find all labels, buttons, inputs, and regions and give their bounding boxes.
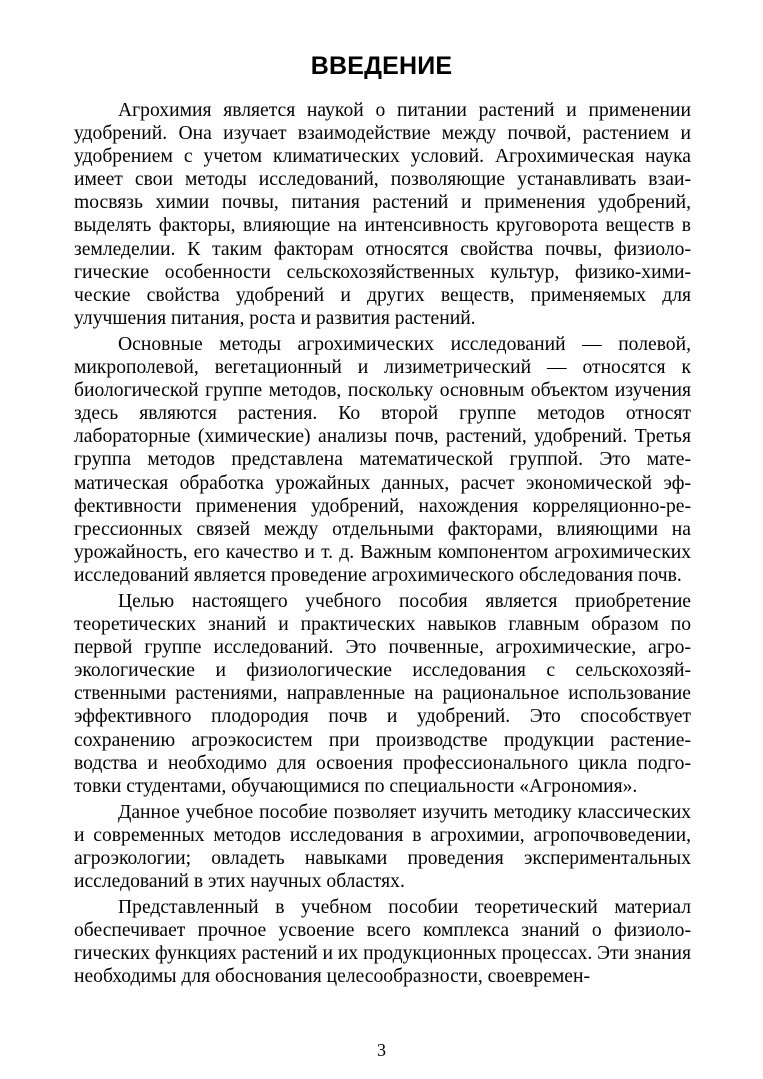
paragraph-5: Представленный в учебном пособии теоретический материал обеспечивает прочное усвоение всего комплекса знаний о физиологических функциях растений и их продукционных процессах. Эти знания необходимы для обоснования целесообразности, своевремен- bbox=[74, 897, 691, 988]
paragraph-1: Агрохимия является наукой о питании растений и применении удобрений. Она изучает взаимодействие между почвой, растением и удобрением с учетом климатических условий. Агрохимическая наука имеет свои методы исследований, позволяющие устанавливать взаиmосвязь химии почвы, питания растений и применения удобрений, выделять факторы, влияющие на интенсивность круговорота веществ в земледелии. К таким факторам относятся свойства почвы, физиологические особенности сельскохозяйственных культур, физико-химические свойства удобрений и других веществ, применяемых для улучшения питания, роста и развития растений. bbox=[74, 100, 691, 329]
page-title: ВВЕДЕНИЕ bbox=[310, 52, 453, 80]
paragraph-3: Целью настоящего учебного пособия является приобретение теоретических знаний и практических навыков главным образом по первой группе исследований. Это почвенные, агрохимические, агроэкологические и физиологические исследования с сельскохозяйственными растениями, направленные на рациональное использование эффективного плодородия почв и удобрений. Это способствует сохранению агроэкосистем при производстве продукции растениеводства и необходимо для освоения профессионального цикла подготовки студентами, обучающимися по специальности «Агрономия». bbox=[74, 590, 691, 797]
body-text bbox=[74, 99, 691, 992]
paragraph-4: Данное учебное пособие позволяет изучить методику классических и современных методов исследования в агрохимии, агропочвоведении, агроэкологии; овладеть навыками проведения экспериментальных исследований в этих научных областях. bbox=[74, 801, 691, 893]
page-number: 3 bbox=[377, 1040, 386, 1060]
paragraph-2: Основные методы агрохимических исследований — полевой, микрополевой, вегетационный и лизиметрический — относятся к биологической группе методов, поскольку основным объектом изучения здесь являются растения. Ко второй группе методов относят лабораторные (химические) анализы почв, растений, удобрений. Третья группа методов представлена математической группой. Это математическая обработка урожайных данных, расчет экономической эффективности применения удобрений, нахождения корреляционно-регрессионных связей между отдельными факторами, влияющими на урожайность, его качество и т. д. Важным компонентом агрохимических исследований является проведение агрохимического обследования почв. bbox=[74, 333, 691, 586]
